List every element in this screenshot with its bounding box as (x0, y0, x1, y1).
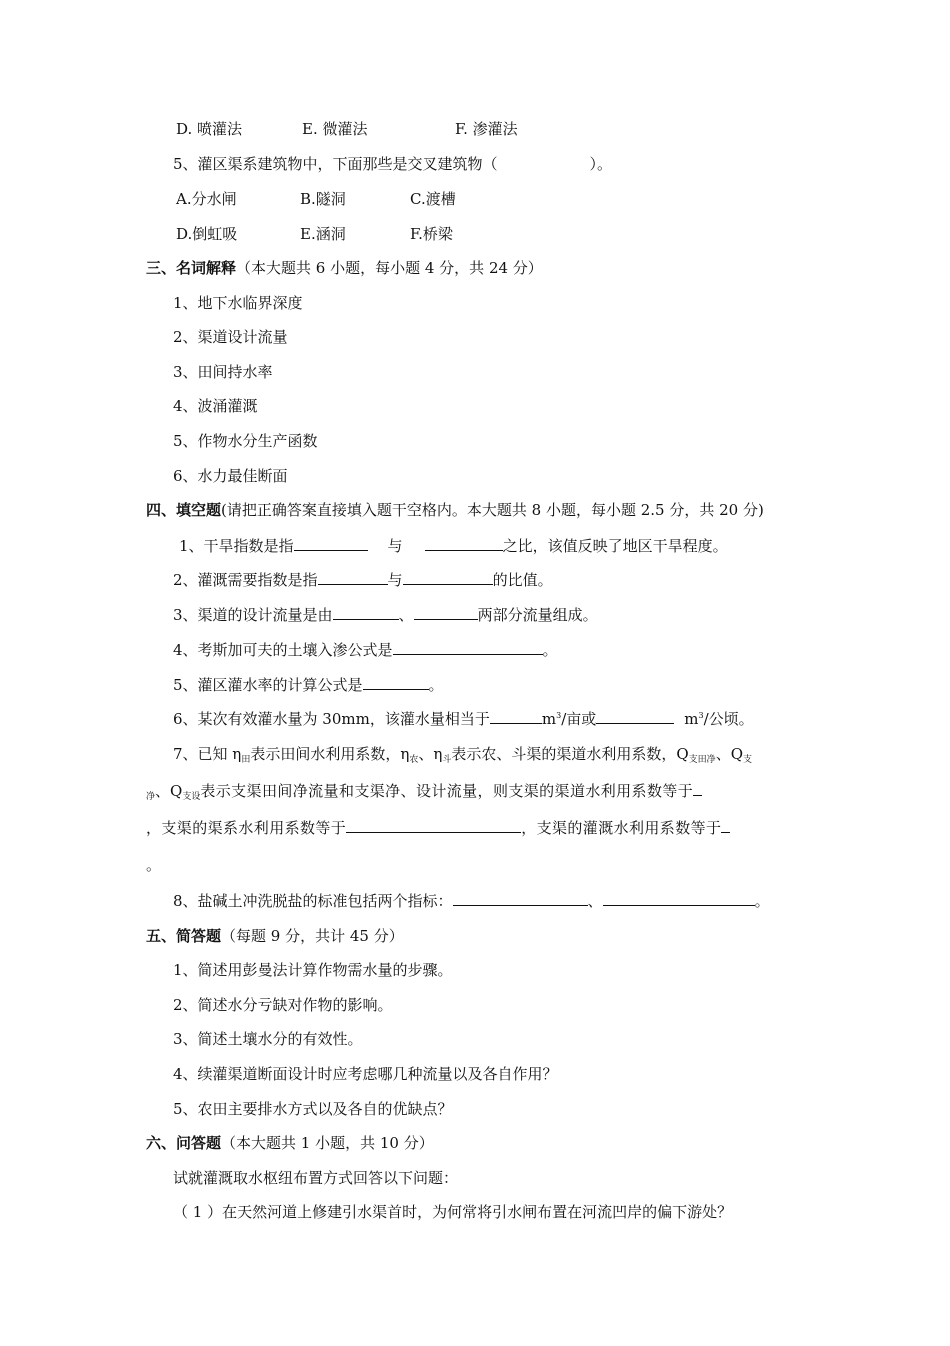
section-5-heading (146, 926, 404, 946)
term-item: 5、作物水分生产函数 (173, 432, 318, 450)
blank[interactable] (425, 536, 503, 551)
fill-q8-text-c: 。 (754, 892, 770, 910)
section-3-heading (146, 258, 543, 278)
q7-text-c: 、η (418, 745, 443, 763)
section-5-note: （每题 9 分，共计 45 分） (221, 927, 404, 945)
blank[interactable] (603, 891, 755, 906)
fill-q2-text-a: 2、灌溉需要指数是指 (173, 571, 318, 589)
q7-sub-zhi: 支 (743, 755, 753, 765)
short-answer-item: 3、简述土壤水分的有效性。 (173, 1030, 363, 1048)
blank[interactable] (403, 570, 493, 585)
blank[interactable] (414, 605, 478, 620)
q7-sub-dou: 斗 (442, 755, 452, 765)
q7-line3-b: ，支渠的灌溉水利用系数等于 (521, 819, 722, 837)
fill-q3-text-b: 、 (398, 606, 414, 624)
q5-option-b: B.隧洞 (300, 190, 346, 208)
q7-sub-jing: 净 (146, 792, 156, 802)
q5-option-f: F.桥梁 (410, 225, 453, 243)
q7-sub-zhishe: 支设 (182, 792, 201, 802)
q7-sub-nong: 农 (409, 755, 419, 765)
fill-question-7-line-3 (146, 818, 730, 838)
fill-q4-text-a: 4、考斯加可夫的土壤入渗公式是 (173, 641, 393, 659)
fill-question-1 (179, 536, 728, 556)
q5-option-c: C.渡槽 (410, 190, 456, 208)
term-item: 3、田间持水率 (173, 363, 273, 381)
fill-q6-text-d: /公顷。 (703, 710, 754, 728)
section-4-heading (146, 500, 764, 520)
blank[interactable] (596, 709, 674, 724)
q5-option-e: E.涵洞 (300, 225, 346, 243)
q7-text-a: 7、已知 η (173, 745, 242, 763)
section-6-question-1: （ 1 ）在天然河道上修建引水渠首时，为何常将引水闸布置在河流凹岸的偏下游处？ (173, 1203, 733, 1221)
fill-question-7-line-1 (173, 744, 752, 767)
short-answer-item: 1、简述用彭曼法计算作物需水量的步骤。 (173, 961, 453, 979)
fill-q3-text-a: 3、渠道的设计流量是由 (173, 606, 333, 624)
option-f: F. 渗灌法 (455, 120, 518, 138)
fill-question-4 (173, 640, 558, 660)
fill-question-3 (173, 605, 598, 625)
question-5-stem (173, 154, 612, 174)
fill-question-8 (173, 891, 770, 911)
fill-q6-text-a: 6、某次有效灌水量为 30mm，该灌水量相当于 (173, 710, 490, 728)
fill-q1-text-c: 之比，该值反映了地区干旱程度。 (502, 537, 728, 555)
blank[interactable] (453, 891, 588, 906)
fill-q2-text-b: 与 (387, 571, 403, 589)
fill-q1-text-a: 1、干旱指数是指 (179, 537, 294, 555)
fill-q5-text-b: 。 (428, 676, 444, 694)
q5-option-a: A.分水闸 (176, 190, 237, 208)
fill-q6-unit-m: m (541, 710, 557, 728)
term-item: 6、水力最佳断面 (173, 467, 288, 485)
section-4-note: (请把正确答案直接填入题干空格内。本大题共 8 小题，每小题 2.5 分，共 20 分) (221, 501, 764, 519)
fill-q6-sup2: 3 (698, 711, 704, 720)
blank[interactable] (318, 570, 388, 585)
fill-q2-text-c: 的比值。 (492, 571, 553, 589)
blank[interactable] (393, 640, 543, 655)
question-5-stem-a: 5、灌区渠系建筑物中，下面那些是交叉建筑物（ (173, 155, 498, 173)
q7-line2-a: 、Q (155, 782, 183, 800)
q7-text-e: 、Q (715, 745, 743, 763)
section-6-title: 六、问答题 (146, 1134, 222, 1152)
blank[interactable] (721, 818, 730, 833)
fill-question-7-line-2 (146, 781, 702, 804)
q7-text-d: 表示农、斗渠的渠道水利用系数，Q (451, 745, 689, 763)
section-6-intro: 试就灌溉取水枢纽布置方式回答以下问题： (173, 1169, 459, 1187)
fill-q6-unit-m2: m (684, 710, 699, 728)
section-5-title: 五、简答题 (146, 927, 222, 945)
fill-q1-text-b: 与 (387, 537, 403, 555)
term-item: 2、渠道设计流量 (173, 328, 288, 346)
fill-q6-text-b: /亩或 (561, 710, 597, 728)
blank[interactable] (490, 709, 542, 724)
short-answer-item: 4、续灌渠道断面设计时应考虑哪几种流量以及各自作用？ (173, 1065, 558, 1083)
blank[interactable] (294, 536, 368, 551)
short-answer-item: 5、农田主要排水方式以及各自的优缺点？ (173, 1100, 453, 1118)
fill-q5-text-a: 5、灌区灌水率的计算公式是 (173, 676, 363, 694)
term-item: 4、波涌灌溉 (173, 397, 258, 415)
fill-q8-text-a: 8、盐碱土冲洗脱盐的标准包括两个指标： (173, 892, 453, 910)
short-answer-item: 2、简述水分亏缺对作物的影响。 (173, 996, 393, 1014)
fill-q4-text-b: 。 (542, 641, 558, 659)
fill-q6-sup: 3 (556, 711, 562, 720)
section-6-heading (146, 1133, 434, 1153)
section-4-title: 四、填空题 (146, 501, 222, 519)
blank[interactable] (363, 675, 429, 690)
q7-text-b: 表示田间水利用系数，η (250, 745, 410, 763)
q7-line3-a: ，支渠的渠系水利用系数等于 (146, 819, 347, 837)
q7-sub-zhitianjing: 支田净 (688, 755, 716, 765)
fill-question-6 (173, 709, 754, 732)
section-6-note: （本大题共 1 小题，共 10 分） (221, 1134, 434, 1152)
q7-sub-tian: 田 (241, 755, 251, 765)
fill-q3-text-c: 两部分流量组成。 (477, 606, 598, 624)
section-3-note: （本大题共 6 小题，每小题 4 分，共 24 分） (236, 259, 543, 277)
blank[interactable] (346, 818, 521, 833)
q5-option-d: D.倒虹吸 (176, 225, 238, 243)
term-item: 1、地下水临界深度 (173, 294, 303, 312)
fill-question-2 (173, 570, 553, 590)
fill-question-7-line-4: 。 (146, 856, 162, 874)
section-3-title: 三、名词解释 (146, 259, 237, 277)
q7-line2-b: 表示支渠田间净流量和支渠净、设计流量，则支渠的渠道水利用系数等于 (200, 782, 694, 800)
question-5-stem-b: ）。 (589, 155, 613, 173)
blank[interactable] (333, 605, 399, 620)
fill-question-5 (173, 675, 444, 695)
option-d: D. 喷灌法 (176, 120, 243, 138)
fill-q8-text-b: 、 (587, 892, 603, 910)
blank[interactable] (693, 781, 702, 796)
option-e: E. 微灌法 (302, 120, 368, 138)
